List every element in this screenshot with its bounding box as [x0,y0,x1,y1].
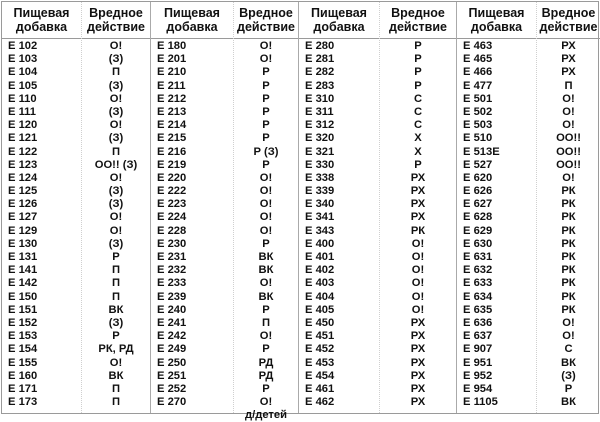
effect-column-4 [536,2,600,413]
harmful-effect: ОО!! (З) [94,158,138,171]
harmful-effect: РК [561,251,576,263]
additive-code: E 527 [463,158,493,171]
harmful-effect: О! [109,40,123,52]
harmful-effect: О! [109,211,123,224]
harmful-effect: Р [414,66,422,79]
additive-code: E 626 [463,185,493,198]
additive-code: E 251 [157,369,187,382]
harmful-effect: О! [562,316,575,329]
header-line: Вредное [89,6,143,20]
header-line: добавка [15,20,68,34]
harmful-effect: С [413,119,423,132]
additive-code: E 321 [305,145,335,158]
harmful-effect: О! [109,92,123,105]
effect-column-2 [233,2,298,422]
harmful-effect: П [111,145,121,158]
additive-code: E 463 [463,40,493,52]
harmful-effect: Р [414,79,422,92]
additive-code: E 343 [305,224,335,237]
additive-column-1 [2,2,81,413]
additive-code: E 311 [305,105,334,118]
additive-code: E 104 [8,66,38,79]
harmful-effect: О! [259,40,273,52]
additive-code: E 215 [157,132,187,145]
additive-code: E 233 [157,277,187,290]
harmful-effect: ВК [108,303,124,316]
additive-code: E 281 [305,53,335,66]
header-line: действие [237,20,295,34]
additive-code: E 341 [305,211,335,224]
harmful-effect: О! [259,53,273,66]
additive-code: E 401 [305,251,335,263]
additive-code: E 124 [8,171,38,184]
harmful-effect: П [111,264,121,277]
harmful-effect: П [111,66,121,79]
harmful-effect: д/детей [245,409,287,422]
header-line: Пищевая [468,6,525,20]
header-line: действие [539,20,598,34]
harmful-effect: РД [258,369,274,382]
additive-code: E 105 [8,79,38,92]
harmful-effect: О! [562,92,575,105]
header-line: Пищевая [311,6,367,20]
additive-code: E 240 [157,303,187,316]
harmful-effect: О! [562,171,575,184]
additive-column-4 [456,2,536,413]
harmful-effect: РХ [410,211,426,224]
harmful-effect: Р [262,92,270,105]
harmful-effect: Р [262,79,270,92]
additive-code: E 141 [8,264,38,277]
harmful-effect: О! [259,330,273,343]
harmful-effect: Р [262,119,270,132]
header-effect [82,2,150,39]
harmful-effect: Р [112,251,120,263]
harmful-effect: РХ [410,343,426,356]
harmful-effect: (З) [108,237,124,250]
harmful-effect: О! [109,171,123,184]
additive-code: E 630 [463,237,493,250]
additive-code: E 201 [157,53,187,66]
harmful-effect: РК [561,277,576,290]
additive-column-3 [298,2,379,413]
additive-code: E 241 [157,316,187,329]
harmful-effect: О! [562,105,575,118]
additive-code: E 239 [157,290,187,303]
additive-code: E 340 [305,198,335,211]
harmful-effect: Х [414,145,422,158]
header-effect [537,2,600,39]
additive-code: E 339 [305,185,335,198]
header-line: Пищевая [164,6,220,20]
harmful-effect: (З) [108,79,124,92]
harmful-effect: ВК [258,290,274,303]
harmful-effect: П [111,290,121,303]
additive-code: E 120 [8,119,38,132]
additive-code: E 283 [305,79,335,92]
harmful-effect: РХ [410,369,426,382]
additive-code: E 220 [157,171,187,184]
additive-code: E 250 [157,356,187,369]
additive-code: E 213 [157,105,187,118]
additive-code: E 228 [157,224,187,237]
additive-column-2 [150,2,233,413]
additive-code: E 230 [157,237,187,250]
additive-code: E 403 [305,277,335,290]
additive-code: E 130 [8,237,38,250]
effect-column-3 [379,2,456,413]
header-line: Пищевая [13,6,70,20]
additive-code: E 232 [157,264,187,277]
additive-code: E 129 [8,224,38,237]
harmful-effect: О! [109,224,123,237]
additive-code: E 402 [305,264,335,277]
additive-code: E 631 [463,251,493,263]
harmful-effect: РК [561,290,576,303]
harmful-effect: ОО!! [556,145,581,158]
header-line: Вредное [239,6,293,20]
additive-code: E 462 [305,396,335,409]
harmful-effect: О! [411,264,425,277]
harmful-effect: (З) [108,132,124,145]
header-line: добавка [470,20,523,34]
harmful-effect: Р (З) [253,145,279,158]
harmful-effect: РХ [561,53,576,66]
additive-code: E 330 [305,158,335,171]
harmful-effect: ВК [108,369,124,382]
additive-code: E 252 [157,382,187,395]
harmful-effect: Р [262,132,270,145]
additive-code: E 270 [157,396,187,409]
additive-code: E 627 [463,198,493,211]
harmful-effect: РД [258,356,274,369]
harmful-effect: О! [411,251,425,263]
additive-code: E 211 [157,79,186,92]
additive-code: E 219 [157,158,187,171]
additive-code: E 214 [157,119,187,132]
harmful-effect: (З) [561,369,576,382]
additive-code: E 127 [8,211,38,224]
harmful-effect: О! [259,171,273,184]
food-additives-table [1,1,599,422]
header-line: добавка [313,20,365,34]
additive-code: E 632 [463,264,493,277]
additive-code: E 510 [463,132,493,145]
additive-code: E 451 [305,330,335,343]
additive-code: E 210 [157,66,187,79]
additive-code: E 310 [305,92,335,105]
additive-code: E 502 [463,105,493,118]
additive-code: E 123 [8,158,38,171]
harmful-effect: Р [262,237,270,250]
additive-code: E 952 [463,369,493,382]
harmful-effect: Р [414,53,422,66]
header-additive [299,2,379,39]
additive-code: E 249 [157,343,187,356]
additive-code: E 150 [8,290,38,303]
harmful-effect: РХ [410,316,426,329]
additive-code: E 636 [463,316,493,329]
additive-code: E 223 [157,198,187,211]
additive-code: E 404 [305,290,335,303]
additive-code: E 633 [463,277,493,290]
header-line: Вредное [541,6,596,20]
harmful-effect: О! [562,119,575,132]
harmful-effect: Х [414,132,422,145]
harmful-effect: РК [561,264,576,277]
harmful-effect: ВК [561,356,576,369]
harmful-effect: ВК [258,251,274,263]
additive-code: E 212 [157,92,187,105]
harmful-effect: О! [259,396,273,409]
additive-code: E 634 [463,290,493,303]
additive-code: E 466 [463,66,493,79]
harmful-effect: РХ [410,330,426,343]
additive-code: E 951 [463,356,493,369]
harmful-effect: Р [262,343,270,356]
harmful-effect: РХ [410,198,426,211]
harmful-effect: (З) [108,53,124,66]
harmful-effect: О! [259,224,273,237]
header-additive [457,2,536,39]
harmful-effect: (З) [108,105,124,118]
additive-code: E 151 [8,303,38,316]
header-line: действие [389,20,447,34]
harmful-effect: О! [109,119,123,132]
additive-code: E 231 [157,251,187,263]
additive-code: E 222 [157,185,187,198]
harmful-effect: Р [414,40,422,52]
additive-code: E 907 [463,343,493,356]
harmful-effect: ВК [561,396,576,409]
additive-code: E 461 [305,382,335,395]
additive-code: E 635 [463,303,493,316]
harmful-effect: РК [561,185,576,198]
harmful-effect: Р [414,158,422,171]
header-additive [151,2,233,39]
harmful-effect: С [413,92,423,105]
harmful-effect: (З) [108,198,124,211]
additive-code: E 503 [463,119,493,132]
additive-code: E 111 [8,105,37,118]
harmful-effect: П [564,79,573,92]
harmful-effect: О! [259,185,273,198]
additive-code: E 513E [463,145,500,158]
additive-code: E 338 [305,171,335,184]
harmful-effect: О! [259,198,273,211]
harmful-effect: РХ [410,171,426,184]
harmful-effect: О! [259,277,273,290]
additive-code: E 131 [8,251,38,263]
additive-code: E 152 [8,316,38,329]
additive-code: E 452 [305,343,335,356]
additive-code: E 453 [305,356,335,369]
harmful-effect: РК, РД [98,343,134,356]
harmful-effect: РК [561,224,576,237]
additive-code: E 637 [463,330,493,343]
additive-code: E 400 [305,237,335,250]
header-additive [2,2,81,39]
harmful-effect: П [111,277,121,290]
additive-code: E 125 [8,185,38,198]
harmful-effect: П [111,396,121,409]
additive-code: E 142 [8,277,38,290]
harmful-effect: О! [411,303,425,316]
additive-code: E 1105 [463,396,498,409]
additive-code: E 242 [157,330,187,343]
additive-code: E 126 [8,198,38,211]
harmful-effect: ОО!! [556,158,581,171]
additive-code: E 280 [305,40,335,52]
additive-code: E 154 [8,343,38,356]
harmful-effect: ОО!! [556,132,581,145]
additive-code: E 405 [305,303,335,316]
additive-code: E 155 [8,356,38,369]
harmful-effect: Р [112,330,120,343]
header-effect [380,2,456,39]
harmful-effect: РК [561,211,576,224]
harmful-effect: П [261,316,271,329]
harmful-effect: О! [109,356,123,369]
additive-code: E 501 [463,92,493,105]
harmful-effect: РХ [561,40,576,52]
additive-code: E 312 [305,119,335,132]
additive-code: E 110 [8,92,37,105]
additive-code: E 629 [463,224,493,237]
additive-code: E 954 [463,382,493,395]
harmful-effect: РХ [410,396,426,409]
harmful-effect: С [413,105,423,118]
additive-code: E 477 [463,79,493,92]
harmful-effect: О! [411,290,425,303]
additive-code: E 454 [305,369,335,382]
harmful-effect: РХ [561,66,576,79]
additive-code: E 628 [463,211,493,224]
additive-code: E 102 [8,40,38,52]
additive-code: E 121 [8,132,38,145]
harmful-effect: Р [262,158,270,171]
harmful-effect: РХ [410,185,426,198]
additive-code: E 153 [8,330,38,343]
harmful-effect: РХ [410,356,426,369]
harmful-effect: П [111,382,121,395]
header-line: действие [87,20,145,34]
harmful-effect: (З) [108,316,124,329]
harmful-effect: РК [561,237,576,250]
additive-code: E 122 [8,145,38,158]
additive-code: E 224 [157,211,187,224]
additive-code: E 216 [157,145,187,158]
additive-code: E 171 [8,382,38,395]
harmful-effect: Р [262,382,270,395]
additive-code: E 282 [305,66,335,79]
additive-code: E 103 [8,53,38,66]
harmful-effect: РК [561,303,576,316]
harmful-effect: Р [262,66,270,79]
additive-code: E 160 [8,369,38,382]
additive-code: E 180 [157,40,187,52]
harmful-effect: (З) [108,185,124,198]
additive-code: E 173 [8,396,38,409]
additive-code: E 320 [305,132,335,145]
harmful-effect: Р [262,105,270,118]
harmful-effect: О! [259,211,273,224]
harmful-effect: РК [561,198,576,211]
harmful-effect: О! [411,237,425,250]
harmful-effect: Р [262,303,270,316]
harmful-effect: ВК [258,264,274,277]
header-line: Вредное [391,6,445,20]
additive-code: E 620 [463,171,493,184]
header-line: добавка [166,20,218,34]
additive-code: E 465 [463,53,493,66]
harmful-effect: Р [564,382,573,395]
harmful-effect: РХ [410,382,426,395]
header-effect [234,2,298,39]
harmful-effect: РК [410,224,426,237]
additive-code: E 450 [305,316,335,329]
harmful-effect: О! [562,330,575,343]
effect-column-1 [81,2,150,413]
harmful-effect: О! [411,277,425,290]
harmful-effect: С [564,343,573,356]
